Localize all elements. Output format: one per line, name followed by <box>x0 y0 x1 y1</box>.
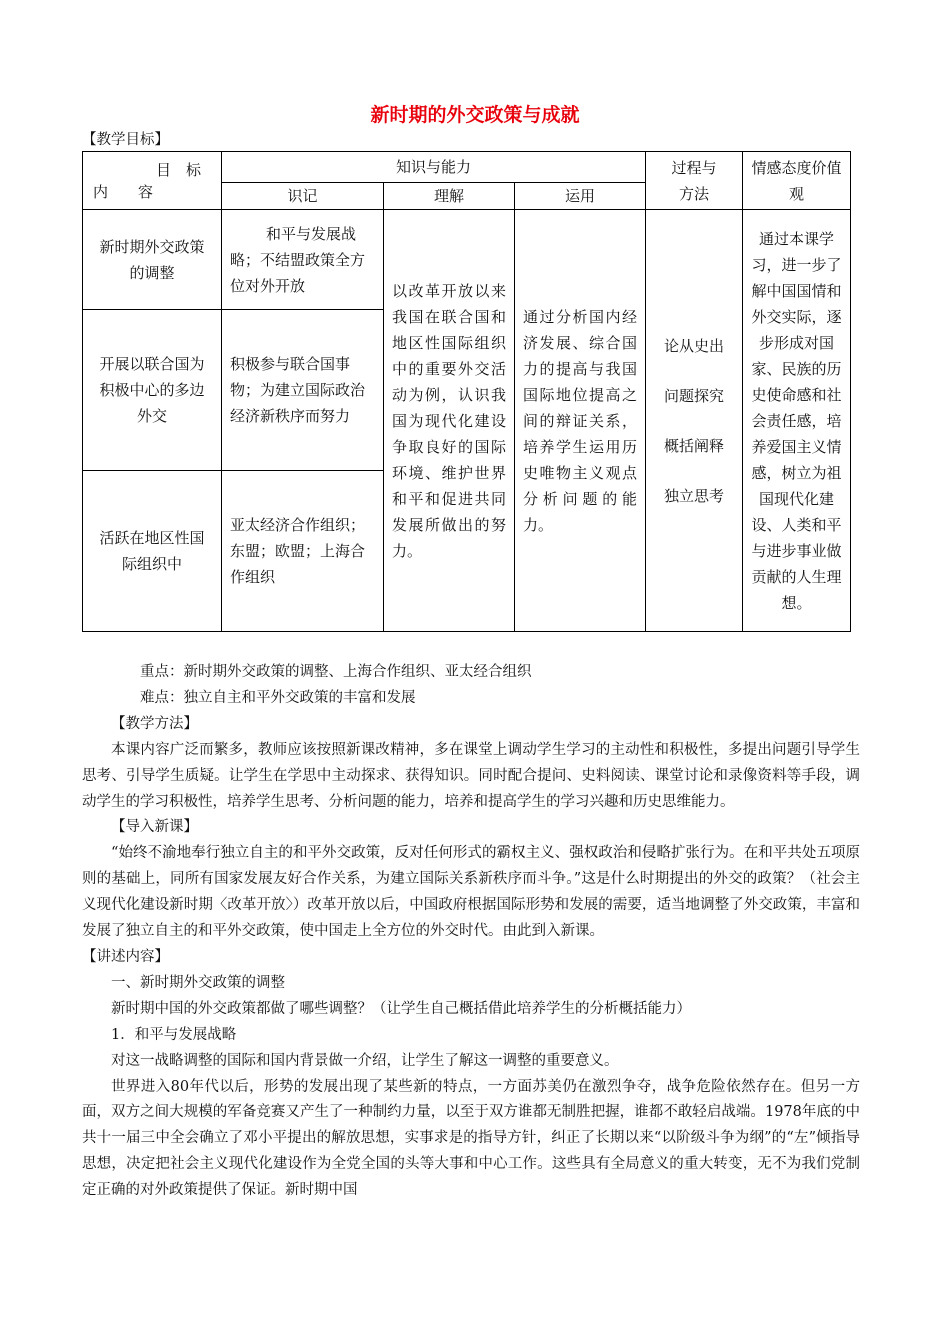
method-item: 独立思考 <box>664 486 725 505</box>
emotion-cell: 通过本课学习，进一步了解中国国情和外交实际，逐步形成对国家、民族的历史使命感和社会责任感，培养爱国主义情感，树立为祖国现代化建设、人类和平与进步事业做贡献的人生理想。 <box>743 210 851 632</box>
lecture-subheading: 1．和平与发展战略 <box>111 1026 237 1043</box>
section-label-intro: 【导入新课】 <box>111 819 198 836</box>
row-content-2: 开展以联合国为积极中心的多边外交 <box>83 310 222 471</box>
methods-paragraph: 本课内容广泛而繁多，教师应该按照新课改精神，多在课堂上调动学生学习的主动性和积极性，多提出问题引导学生思考、引导学生质疑。让学生在学思中主动探求、获得知识。同时配合提问、史料阅读、课堂讨论和录像资料等手段，调动学生的学习积极性，培养学生思考、分析问题的能力，培养和提高学生的学习兴趣和历史思维能力。 <box>82 741 860 810</box>
methods-cell <box>646 210 743 632</box>
apply-cell: 通过分析国内经济发展、综合国力的提高与我国国际地位提高之间的辩证关系，培养学生运用历史唯物主义观点分析问题的能力。 <box>515 210 646 632</box>
row-memorize-2: 积极参与联合国事物；为建立国际政治经济新秩序而努力 <box>222 310 384 471</box>
corner-top-label: 目 标 <box>155 160 201 179</box>
section-label-goals: 【教学目标】 <box>82 132 169 148</box>
header-understand: 理解 <box>384 183 515 210</box>
section-label-methods: 【教学方法】 <box>111 715 198 732</box>
table-corner-cell <box>83 152 222 210</box>
row-memorize-1: 和平与发展战略；不结盟政策全方位对外开放 <box>222 210 384 310</box>
header-knowledge-ability: 知识与能力 <box>222 152 646 183</box>
lecture-paragraph-1: 对这一战略调整的国际和国内背景做一介绍，让学生了解这一调整的重要意义。 <box>111 1052 619 1069</box>
header-memorize: 识记 <box>222 183 384 210</box>
page-title: 新时期的外交政策与成就 <box>370 104 580 126</box>
difficult-point: 难点：独立自主和平外交政策的丰富和发展 <box>140 689 416 706</box>
section-label-lecture: 【讲述内容】 <box>82 948 169 965</box>
method-item: 问题探究 <box>664 386 725 405</box>
lecture-paragraph-2: 世界进入80年代以后，形势的发展出现了某些新的特点，一方面苏美仍在激烈争夺，战争危险依然存在。但另一方面，双方之间大规模的军备竞赛又产生了一种制约力量，以至于双方谁都无制胜把握，谁都不敢轻启战端。1978年底的中共十一届三中全会确立了邓小平提出的解放思想，实事求是的指导方针，纠正了长期以来“以阶级斗争为纲”的“左”倾指导思想，决定把社会主义现代化建设作为全党全国的头等大事和中心工作。这些具有全局意义的重大转变，无不为我们党制定正确的对外政策提供了保证。新时期中国 <box>82 1078 860 1199</box>
goals-table <box>82 151 851 632</box>
header-apply: 运用 <box>515 183 646 210</box>
row-content-3: 活跃在地区性国际组织中 <box>83 471 222 632</box>
lecture-heading: 一、新时期外交政策的调整 <box>111 974 285 991</box>
understand-cell: 以改革开放以来我国在联合国和地区性国际组织中的重要外交活动为例，认识我国为现代化建设争取良好的国际环境、维护世界和平和促进共同发展所做出的努力。 <box>384 210 515 632</box>
corner-bottom-label: 内 容 <box>93 182 154 201</box>
row-content-1: 新时期外交政策的调整 <box>83 210 222 310</box>
header-process-method: 过程与方法 <box>646 152 743 210</box>
intro-paragraph: “始终不渝地奉行独立自主的和平外交政策，反对任何形式的霸权主义、强权政治和侵略扩张行为。在和平共处五项原则的基础上，同所有国家发展友好合作关系，为建立国际关系新秩序而斗争。”这是什么时期提出的外交的政策？（社会主义现代化建设新时期〈改革开放〉）改革开放以后，中国政府根据国际形势和发展的需要，适当地调整了外交政策，丰富和发展了独立自主的和平外交政策，使中国走上全方位的外交时代。由此到入新课。 <box>82 845 860 940</box>
key-point: 重点：新时期外交政策的调整、上海合作组织、亚太经合组织 <box>140 664 532 680</box>
header-emotion-value: 情感态度价值观 <box>743 152 851 210</box>
row-memorize-3: 亚太经济合作组织；东盟；欧盟；上海合作组织 <box>222 471 384 632</box>
lecture-question: 新时期中国的外交政策都做了哪些调整？（让学生自己概括借此培养学生的分析概括能力） <box>111 1000 691 1017</box>
method-item: 概括阐释 <box>664 436 725 455</box>
method-item: 论从史出 <box>664 336 725 355</box>
body-text <box>82 660 860 1204</box>
